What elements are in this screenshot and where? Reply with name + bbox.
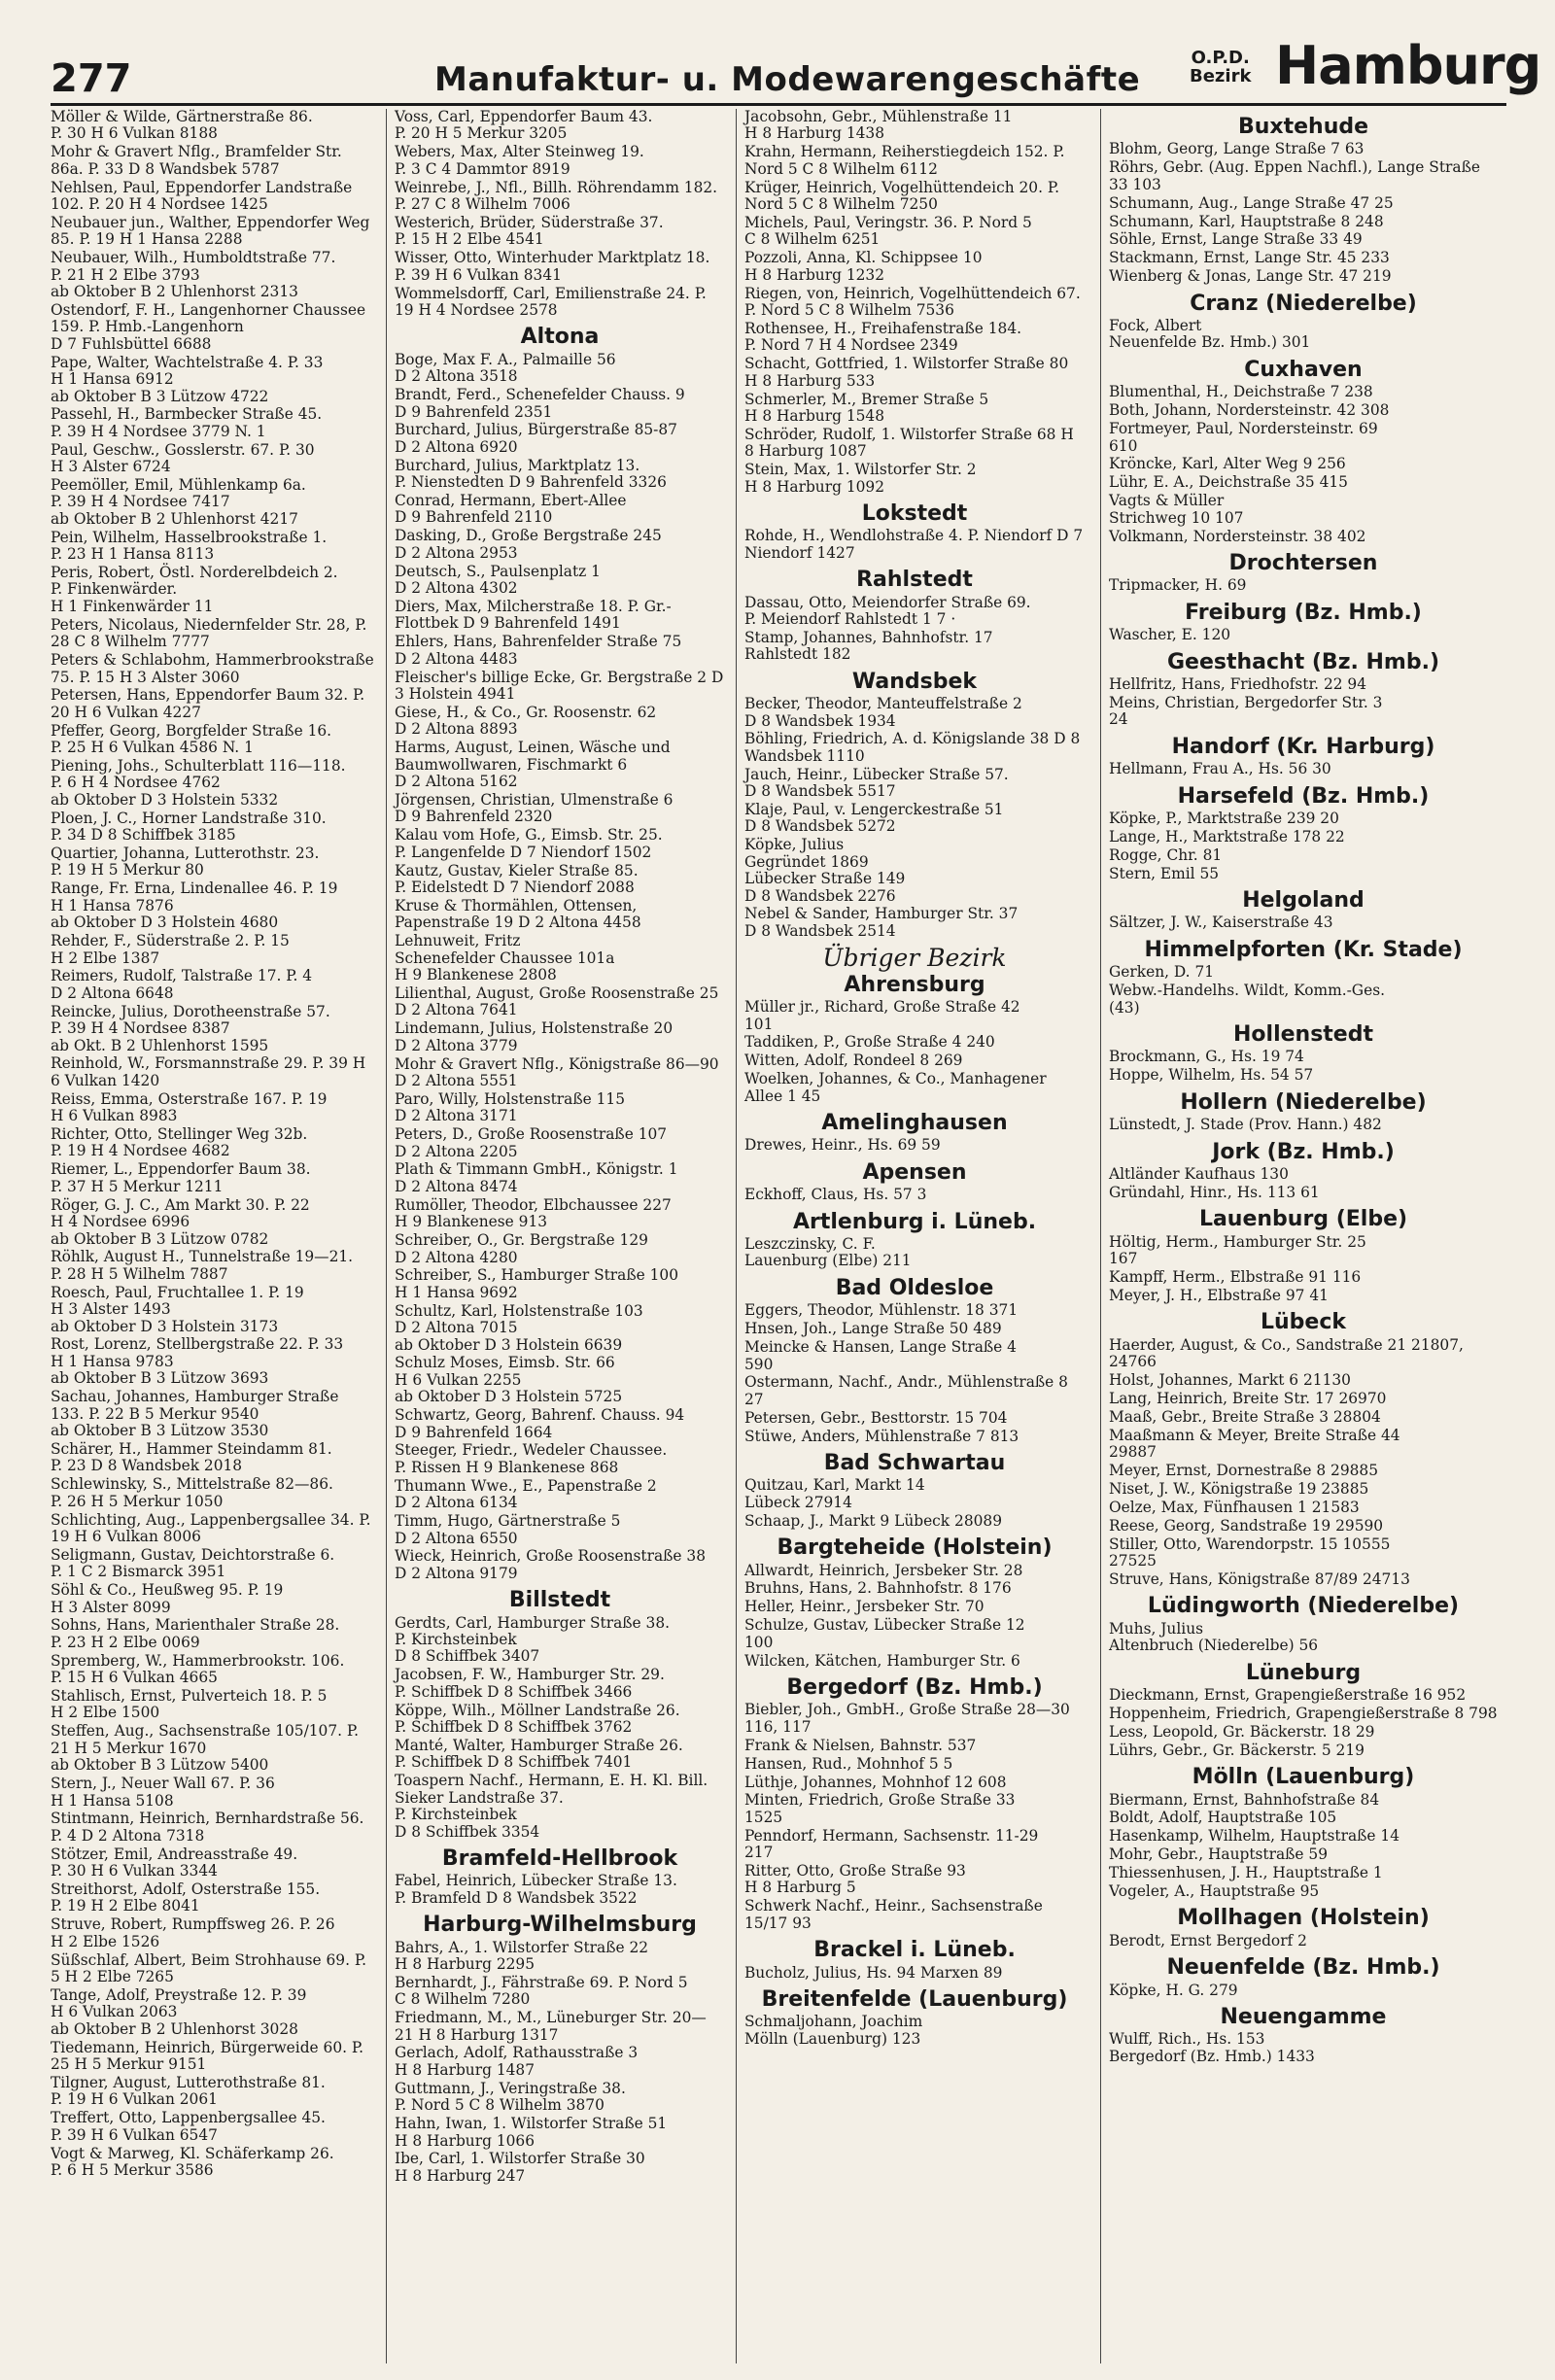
directory-entry: Söhle, Ernst, Lange Straße 33 49 [1109,230,1363,249]
directory-entry: Kautz, Gustav, Kieler Straße 85. P. Eidelstedt D 7 Niendorf 2088 [395,861,639,896]
directory-entry: Maaßmann & Meyer, Breite Straße 44 29887 [1109,1426,1400,1462]
directory-entry: Holst, Johannes, Markt 6 21130 [1109,1370,1351,1389]
directory-entry: Stein, Max, 1. Wilstorfer Str. 2 H 8 Harburg 1092 [744,461,977,496]
directory-entry: Reiss, Emma, Osterstraße 167. P. 19 H 6 Vulkan 8983 [51,1089,328,1125]
directory-entry: Süßschlaf, Albert, Beim Strohhause 69. P. 5 H 2 Elbe 7265 [51,1950,367,1986]
directory-entry: Seligmann, Gustav, Deichtorstraße 6. P. 1 C 2 Bismarck 3951 [51,1545,335,1581]
directory-entry: Struve, Robert, Rumpffsweg 26. P. 26 H 2 Elbe 1526 [51,1915,335,1950]
directory-entry: Michels, Paul, Veringstr. 36. P. Nord 5 C 8 Wilhelm 6251 [744,213,1032,249]
directory-entry: Schlichting, Aug., Lappenbergsallee 34. P. 19 H 6 Vulkan 8006 [51,1510,371,1545]
bezirk-text: Bezirk [1190,66,1252,86]
directory-entry: Heller, Heinr., Jersbeker Str. 70 [744,1598,985,1616]
district-heading: Apensen [862,1159,967,1185]
directory-entry: Meyer, J. H., Elbstraße 97 41 [1109,1286,1329,1304]
directory-entry: Burchard, Julius, Bürgerstraße 85-87 D 2 Altona 6920 [395,421,677,456]
directory-entry: Wieck, Heinrich, Große Roosenstraße 38 D 2 Altona 9179 [395,1547,706,1582]
directory-entry: Köpke, P., Marktstraße 239 20 [1109,809,1339,827]
directory-entry: Less, Leopold, Gr. Bäckerstr. 18 29 [1109,1722,1375,1741]
directory-entry: Hellmann, Frau A., Hs. 56 30 [1109,760,1331,778]
directory-entry: Frank & Nielsen, Bahnstr. 537 [744,1736,977,1754]
directory-entry: Lehnuweit, Fritz Schenefelder Chaussee 101a H 9 Blankenese 2808 [395,932,615,983]
directory-entry: Boge, Max F. A., Palmaille 56 D 2 Altona 3518 [395,350,616,386]
district-heading: Ahrensburg [844,972,985,997]
directory-entry: Lührs, Gebr., Gr. Bäckerstr. 5 219 [1109,1741,1365,1759]
directory-entry: Leszczinsky, C. F. Lauenburg (Elbe) 211 [744,1235,912,1270]
directory-entry: Gerken, D. 71 [1109,963,1215,982]
district-heading: Cuxhaven [1244,357,1363,382]
district-heading: Harburg-Wilhelmsburg [423,1913,697,1938]
directory-entry: Jacobsen, F. W., Hamburger Str. 29. P. Schiffbek D 8 Schiffbek 3466 [395,1666,665,1701]
district-heading: Bad Oldesloe [835,1275,994,1300]
district-heading: Bergedorf (Bz. Hmb.) [786,1675,1043,1700]
directory-entry: Biebler, Joh., GmbH., Große Straße 28—30 116, 117 [744,1701,1070,1736]
directory-entry: Röger, G. J. C., Am Markt 30. P. 22 H 4 Nordsee 6996 ab Oktober B 3 Lützow 0782 [51,1195,310,1248]
directory-entry: Struve, Hans, Königstraße 87/89 24713 [1109,1569,1410,1588]
directory-entry: Hahn, Iwan, 1. Wilstorfer Straße 51 H 8 Harburg 1066 [395,2115,668,2150]
directory-entry: Mohr & Gravert Nflg., Bramfelder Str. 86a. P. 33 D 8 Wandsbek 5787 [51,143,342,178]
directory-entry: Eckhoff, Claus, Hs. 57 3 [744,1186,927,1204]
directory-entry: Köpke, Julius Gegründet 1869 Lübecker Straße 149 D 8 Wandsbek 2276 [744,836,906,905]
district-heading: Himmelpforten (Kr. Stade) [1144,937,1463,962]
directory-entry: Kruse & Thormählen, Ottensen, Papenstraße 19 D 2 Altona 4458 [395,896,641,932]
directory-entry: Tiedemann, Heinrich, Bürgerweide 60. P. 25 H 5 Merkur 9151 [51,2038,364,2074]
directory-entry: Diers, Max, Milcherstraße 18. P. Gr.-Flottbek D 9 Bahrenfeld 1491 [395,597,672,633]
directory-entry: Timm, Hugo, Gärtnerstraße 5 D 2 Altona 6550 [395,1512,621,1547]
directory-entry: Meyer, Ernst, Dornestraße 8 29885 [1109,1462,1379,1479]
directory-entry: Steffen, Aug., Sachsenstraße 105/107. P. 21 H 5 Merkur 1670 ab Oktober B 3 Lützow 5400 [51,1722,360,1775]
opd-label [1190,49,1251,86]
directory-entry: Köppe, Wilh., Möllner Landstraße 26. P. Schiffbek D 8 Schiffbek 3762 [395,1701,680,1737]
directory-entry: Dasking, D., Große Bergstraße 245 D 2 Altona 2953 [395,527,662,562]
directory-entry: Thumann Wwe., E., Papenstraße 2 D 2 Altona 6134 [395,1476,657,1512]
directory-entry: Roesch, Paul, Fruchtallee 1. P. 19 H 3 Alster 1493 ab Oktober D 3 Holstein 3173 [51,1283,304,1335]
directory-entry: Ritter, Otto, Große Straße 93 H 8 Harburg 5 [744,1862,966,1897]
directory-entry: Wommelsdorff, Carl, Emilienstraße 24. P. 19 H 4 Nordsee 2578 [395,284,707,319]
directory-entry: Schaap, J., Markt 9 Lübeck 28089 [744,1511,1002,1530]
directory-entry: Minten, Friedrich, Große Straße 33 1525 [744,1791,1016,1826]
directory-entry: Deutsch, S., Paulsenplatz 1 D 2 Altona 4302 [395,562,601,598]
directory-entry: Stern, J., Neuer Wall 67. P. 36 H 1 Hansa 5108 [51,1775,275,1810]
directory-entry: Neubauer, Wilh., Humboldtstraße 77. P. 21 H 2 Elbe 3793 ab Oktober B 2 Uhlenhorst 2313 [51,249,336,301]
directory-entry: Fortmeyer, Paul, Nordersteinstr. 69 610 [1109,420,1378,455]
directory-entry: Taddiken, P., Große Straße 4 240 [744,1033,995,1052]
district-heading: Hollenstedt [1233,1021,1373,1047]
directory-entry: Höltig, Herm., Hamburger Str. 25 167 [1109,1232,1366,1268]
district-heading: Hollern (Niederelbe) [1180,1089,1427,1115]
district-heading: Mollhagen (Holstein) [1177,1906,1430,1931]
directory-entry: Becker, Theodor, Manteuffelstraße 2 D 8 Wandsbek 1934 [744,695,1022,730]
directory-entry: Petersen, Gebr., Besttorstr. 15 704 [744,1408,1008,1427]
district-heading: Helgoland [1242,888,1365,914]
directory-entry: Brockmann, G., Hs. 19 74 [1109,1048,1304,1066]
directory-entry: Pein, Wilhelm, Hasselbrookstraße 1. P. 23 H 1 Hansa 8113 [51,528,328,564]
directory-entry: Range, Fr. Erna, Lindenallee 46. P. 19 H 1 Hansa 7876 ab Oktober D 3 Holstein 4680 [51,880,338,932]
directory-entry: Boldt, Adolf, Hauptstraße 105 [1109,1809,1337,1827]
directory-entry: Mohr & Gravert Nflg., Königstraße 86—90 D 2 Altona 5551 [395,1054,719,1089]
directory-entry: Voss, Carl, Eppendorfer Baum 43. P. 20 H 5 Merkur 3205 [395,109,653,143]
directory-entry: Stahlisch, Ernst, Pulverteich 18. P. 5 H 2 Elbe 1500 [51,1687,328,1722]
directory-entry: Stötzer, Emil, Andreasstraße 49. P. 30 H 6 Vulkan 3344 [51,1845,298,1880]
directory-entry: Wascher, E. 120 [1109,626,1231,644]
directory-entry: Oelze, Max, Fünfhausen 1 21583 [1109,1498,1360,1516]
directory-entry: Schulz Moses, Eimsb. Str. 66 H 6 Vulkan 2255 ab Oktober D 3 Holstein 5725 [395,1354,623,1406]
directory-entry: Blumenthal, H., Deichstraße 7 238 [1109,383,1373,401]
directory-entry: Pape, Walter, Wachtelstraße 4. P. 33 H 1 Hansa 6912 ab Oktober B 3 Lützow 4722 [51,353,324,405]
directory-entry: Ibe, Carl, 1. Wilstorfer Straße 30 H 8 Harburg 247 [395,2150,645,2185]
directory-entry: Jauch, Heinr., Lübecker Straße 57. D 8 Wandsbek 5517 [744,765,1009,801]
directory-entry: Webw.-Handelhs. Wildt, Komm.-Ges. (43) [1109,982,1385,1017]
directory-entry: Röhlk, August H., Tunnelstraße 19—21. P. 28 H 5 Wilhelm 7887 [51,1248,354,1283]
directory-entry: Stackmann, Ernst, Lange Str. 45 233 [1109,249,1390,267]
district-heading: Breitenfelde (Lauenburg) [761,1987,1068,2012]
directory-entry: Wisser, Otto, Winterhuder Marktplatz 18. P. 39 H 6 Vulkan 8341 [395,249,710,284]
directory-entry: Schwerk Nachf., Heinr., Sachsenstraße 15/17 93 [744,1897,1043,1932]
directory-entry: Pozzoli, Anna, Kl. Schippsee 10 H 8 Harburg 1232 [744,249,983,284]
directory-entry: Hoppe, Wilhelm, Hs. 54 57 [1109,1066,1314,1085]
directory-entry: Eggers, Theodor, Mühlenstr. 18 371 [744,1301,1019,1320]
district-heading: Artlenburg i. Lüneb. [792,1209,1037,1234]
directory-entry: Burchard, Julius, Marktplatz 13. P. Nienstedten D 9 Bahrenfeld 3326 [395,456,667,492]
directory-entry: Tange, Adolf, Preystraße 12. P. 39 H 6 Vulkan 2063 ab Oktober B 2 Uhlenhorst 3028 [51,1985,307,2038]
directory-entry: Altländer Kaufhaus 130 [1109,1164,1289,1183]
directory-entry: Lindemann, Julius, Holstenstraße 20 D 2 Altona 3779 [395,1019,674,1054]
directory-entry: Weinrebe, J., Nfl., Billh. Röhrendamm 182. P. 27 C 8 Wilhelm 7006 [395,178,718,214]
directory-entry: Krahn, Hermann, Reiherstiegdeich 152. P. Nord 5 C 8 Wilhelm 6112 [744,143,1065,178]
directory-entry: Peris, Robert, Östl. Norderelbdeich 2. P. Finkenwärder. H 1 Finkenwärder 11 [51,564,338,615]
directory-entry: Sachau, Johannes, Hamburger Straße 133. P. 22 B 5 Merkur 9540 ab Oktober B 3 Lützow 3530 [51,1388,339,1439]
directory-entry: Bernhardt, J., Fährstraße 69. P. Nord 5 C 8 Wilhelm 7280 [395,1973,688,2009]
directory-entry: Bahrs, A., 1. Wilstorfer Straße 22 H 8 Harburg 2295 [395,1938,649,1973]
directory-entry: Schlewinsky, S., Mittelstraße 82—86. P. 26 H 5 Merkur 1050 [51,1475,333,1510]
directory-entry: Allwardt, Heinrich, Jersbeker Str. 28 [744,1561,1023,1579]
directory-entry: Stintmann, Heinrich, Bernhardstraße 56. P. 4 D 2 Altona 7318 [51,1810,364,1845]
district-heading: Amelinghausen [821,1111,1008,1136]
directory-entry: Spremberg, W., Hammerbrookstr. 106. P. 15 H 6 Vulkan 4665 [51,1651,345,1687]
directory-entry: Quitzau, Karl, Markt 14 Lübeck 27914 [744,1476,925,1511]
directory-entry: Passehl, H., Barmbecker Straße 45. P. 39 H 4 Nordsee 3779 N. 1 [51,405,323,440]
district-heading: Lübeck [1260,1310,1347,1335]
directory-entry: Peters & Schlabohm, Hammerbrookstraße 75. P. 15 H 3 Alster 3060 [51,651,374,686]
directory-entry: Jörgensen, Christian, Ulmenstraße 6 D 9 Bahrenfeld 2320 [395,790,674,826]
directory-entry: Hansen, Rud., Mohnhof 5 5 [744,1754,953,1773]
directory-entry: Petersen, Hans, Eppendorfer Baum 32. P. 20 H 6 Vulkan 4227 [51,686,365,721]
directory-entry: Muhs, Julius Altenbruch (Niederelbe) 56 [1109,1619,1319,1655]
directory-entry: Klaje, Paul, v. Lengerckestraße 51 D 8 Wandsbek 5272 [744,801,1004,836]
district-heading: Lüneburg [1245,1660,1362,1685]
directory-entry: Müller jr., Richard, Große Straße 42 101 [744,998,1020,1033]
directory-entry: Tripmacker, H. 69 [1109,576,1247,595]
directory-entry: Woelken, Johannes, & Co., Manhagener Allee 1 45 [744,1070,1047,1105]
directory-entry: Reincke, Julius, Dorotheenstraße 57. P. 39 H 4 Nordsee 8387 ab Okt. B 2 Uhlenhorst 1595 [51,1002,330,1054]
directory-entry: Rothensee, H., Freihafenstraße 184. P. Nord 7 H 4 Nordsee 2349 [744,319,1022,355]
directory-entry: Nebel & Sander, Hamburger Str. 37 D 8 Wandsbek 2514 [744,905,1019,940]
directory-entry: Wilcken, Kätchen, Hamburger Str. 6 [744,1651,1020,1670]
directory-entry: Steeger, Friedr., Wedeler Chaussee. P. Rissen H 9 Blankenese 868 [395,1441,668,1476]
directory-entry: Niset, J. W., Königstraße 19 23885 [1109,1479,1369,1498]
directory-entry: Westerich, Brüder, Süderstraße 37. P. 15 H 2 Elbe 4541 [395,213,664,249]
directory-entry: Tilgner, August, Lutterothstraße 81. P. 19 H 6 Vulkan 2061 [51,2074,326,2109]
directory-entry: Fock, Albert Neuenfelde Bz. Hmb.) 301 [1109,317,1311,352]
directory-entry: Schacht, Gottfried, 1. Wilstorfer Straße 80 H 8 Harburg 533 [744,355,1069,390]
directory-entry: Reimers, Rudolf, Talstraße 17. P. 4 D 2 Altona 6648 [51,967,313,1002]
directory-entry: Mohr, Gebr., Hauptstraße 59 [1109,1845,1329,1864]
directory-entry: Schumann, Aug., Lange Straße 47 25 [1109,193,1394,212]
directory-entry: Manté, Walter, Hamburger Straße 26. P. Schiffbek D 8 Schiffbek 7401 [395,1736,683,1772]
directory-entry: Gerdts, Carl, Hamburger Straße 38. P. Kirchsteinbek D 8 Schiffbek 3407 [395,1613,671,1666]
page-number: 277 [51,56,132,101]
district-heading: Freiburg (Bz. Hmb.) [1185,600,1422,625]
directory-entry: Ploen, J. C., Horner Landstraße 310. P. 34 D 8 Schiffbek 3185 [51,809,327,845]
directory-entry: Treffert, Otto, Lappenbergsallee 45. P. 39 H 6 Vulkan 6547 [51,2109,326,2144]
directory-entry: Wulff, Rich., Hs. 153 Bergedorf (Bz. Hmb.) 1433 [1109,2030,1315,2065]
columns-container [51,109,1508,2363]
directory-entry: Schumann, Karl, Hauptstraße 8 248 [1109,212,1384,230]
directory-entry: Peters, D., Große Roosenstraße 107 D 2 Altona 2205 [395,1125,668,1160]
district-heading: Harsefeld (Bz. Hmb.) [1177,783,1430,809]
directory-entry: Vagts & Müller Strichweg 10 107 [1109,492,1244,527]
directory-entry: Gründahl, Hinr., Hs. 113 61 [1109,1183,1320,1201]
directory-entry: Rogge, Chr. 81 [1109,845,1223,864]
directory-entry: Peters, Nicolaus, Niedernfelder Str. 28, P. 28 C 8 Wilhelm 7777 [51,615,367,651]
directory-entry: Sältzer, J. W., Kaiserstraße 43 [1109,914,1333,932]
directory-entry: Hoppenheim, Friedrich, Grapengießerstraße 8 798 [1109,1704,1498,1722]
directory-entry: Thiessenhusen, J. H., Hauptstraße 1 [1109,1864,1383,1882]
district-heading: Übriger Bezirk [822,944,1007,973]
directory-entry: Lilienthal, August, Große Roosenstraße 25 D 2 Altona 7641 [395,983,719,1019]
directory-entry: Hellfritz, Hans, Friedhofstr. 22 94 [1109,674,1367,693]
district-heading: Geesthacht (Bz. Hmb.) [1166,649,1440,674]
directory-entry: Rost, Lorenz, Stellbergstraße 22. P. 33 H 1 Hansa 9783 ab Oktober B 3 Lützow 3693 [51,1335,344,1388]
directory-entry: Kampff, Herm., Elbstraße 91 116 [1109,1267,1362,1286]
directory-entry: Schreiber, O., Gr. Bergstraße 129 D 2 Altona 4280 [395,1231,648,1266]
city-heading: Hamburg [1275,35,1541,96]
directory-entry: Ostendorf, F. H., Langenhorner Chaussee 159. P. Hmb.-Langenhorn D 7 Fuhlsbüttel 6688 [51,300,366,353]
directory-entry: Hnsen, Joh., Lange Straße 50 489 [744,1320,1002,1338]
directory-entry: Stern, Emil 55 [1109,864,1220,882]
district-heading: Cranz (Niederelbe) [1190,291,1417,316]
directory-entry: Paro, Willy, Holstenstraße 115 D 2 Altona 3171 [395,1089,625,1125]
directory-entry: Pfeffer, Georg, Borgfelder Straße 16. P. 25 H 6 Vulkan 4586 N. 1 [51,721,332,757]
directory-entry: Streithorst, Adolf, Osterstraße 155. P. 19 H 2 Elbe 8041 [51,1880,321,1915]
directory-entry: Schulze, Gustav, Lübecker Straße 12 100 [744,1616,1025,1651]
directory-entry: Fabel, Heinrich, Lübecker Straße 13. P. Bramfeld D 8 Wandsbek 3522 [395,1872,677,1907]
directory-entry: Penndorf, Hermann, Sachsenstr. 11-29 217 [744,1826,1039,1862]
directory-entry: Wienberg & Jonas, Lange Str. 47 219 [1109,267,1392,286]
directory-entry: Meins, Christian, Bergedorfer Str. 3 24 [1109,693,1383,729]
directory-entry: Schwartz, Georg, Bahrenf. Chauss. 94 D 9 Bahrenfeld 1664 [395,1406,685,1441]
directory-entry: Harms, August, Leinen, Wäsche und Baumwollwaren, Fischmarkt 6 D 2 Altona 5162 [395,739,671,791]
directory-entry: Schmerler, M., Bremer Straße 5 H 8 Harburg 1548 [744,390,989,425]
directory-entry: Riegen, von, Heinrich, Vogelhüttendeich 67. P. Nord 5 C 8 Wilhelm 7536 [744,284,1081,319]
directory-entry: Guttmann, J., Veringstraße 38. P. Nord 5 C 8 Wilhelm 3870 [395,2079,626,2115]
directory-entry: Volkmann, Nordersteinstr. 38 402 [1109,527,1366,545]
directory-entry: Riemer, L., Eppendorfer Baum 38. P. 37 H 5 Merkur 1211 [51,1160,311,1195]
district-heading: Billstedt [508,1588,611,1613]
directory-entry: Dassau, Otto, Meiendorfer Straße 69. P. Meiendorf Rahlstedt 1 7 · [744,593,1031,628]
directory-entry: Stiller, Otto, Warendorpstr. 15 10555 27525 [1109,1535,1391,1570]
directory-entry: Rehder, F., Süderstraße 2. P. 15 H 2 Elbe 1387 [51,932,290,967]
directory-entry: Vogt & Marweg, Kl. Schäferkamp 26. P. 6 H 5 Merkur 3586 [51,2144,334,2180]
directory-entry: Dieckmann, Ernst, Grapengießerstraße 16 952 [1109,1685,1467,1704]
directory-entry: Lang, Heinrich, Breite Str. 17 26970 [1109,1389,1387,1407]
directory-entry: Söhl & Co., Heußweg 95. P. 19 H 3 Alster 8099 [51,1581,284,1616]
directory-entry: Drewes, Heinr., Hs. 69 59 [744,1136,941,1155]
directory-entry: Quartier, Johanna, Lutterothstr. 23. P. 19 H 5 Merkur 80 [51,845,320,880]
directory-entry: Gerlach, Adolf, Rathausstraße 3 H 8 Harburg 1487 [395,2044,639,2079]
directory-entry: Krüger, Heinrich, Vogelhüttendeich 20. P. Nord 5 C 8 Wilhelm 7250 [744,178,1060,214]
directory-entry: Witten, Adolf, Rondeel 8 269 [744,1052,963,1070]
directory-entry: Neubauer jun., Walther, Eppendorfer Weg 85. P. 19 H 1 Hansa 2288 [51,213,370,249]
directory-entry: Lange, H., Marktstraße 178 22 [1109,827,1345,845]
district-heading: Lokstedt [861,500,968,526]
directory-entry: Bucholz, Julius, Hs. 94 Marxen 89 [744,1963,1003,1982]
directory-entry: Rohde, H., Wendlohstraße 4. P. Niendorf D 7 Niendorf 1427 [744,527,1084,562]
directory-entry: Berodt, Ernst Bergedorf 2 [1109,1931,1307,1949]
directory-entry: Ostermann, Nachf., Andr., Mühlenstraße 8 27 [744,1373,1068,1408]
directory-entry: Plath & Timmann GmbH., Königstr. 1 D 2 Altona 8474 [395,1160,678,1195]
district-heading: Mölln (Lauenburg) [1192,1765,1415,1790]
directory-entry: Paul, Geschw., Gosslerstr. 67. P. 30 H 3 Alster 6724 [51,440,315,476]
directory-entry: Maaß, Gebr., Breite Straße 3 28804 [1109,1407,1381,1426]
column-4 [1100,109,1498,2363]
directory-entry: Conrad, Hermann, Ebert-Allee D 9 Bahrenfeld 2110 [395,492,627,527]
opd-text: O.P.D. [1191,48,1250,68]
directory-entry: Meincke & Hansen, Lange Straße 4 590 [744,1338,1017,1373]
column-1 [51,109,376,2363]
district-heading: Rahlstedt [856,568,973,593]
district-heading: Bramfeld-Hellbrook [441,1845,678,1871]
directory-entry: Stamp, Johannes, Bahnhofstr. 17 Rahlstedt 182 [744,628,993,664]
directory-entry: Giese, H., & Co., Gr. Roosenstr. 62 D 2 Altona 8893 [395,703,657,739]
directory-entry: Nehlsen, Paul, Eppendorfer Landstraße 102. P. 20 H 4 Nordsee 1425 [51,178,353,214]
directory-entry: Jacobsohn, Gebr., Mühlenstraße 11 H 8 Harburg 1438 [744,109,1013,143]
directory-entry: Reese, Georg, Sandstraße 19 29590 [1109,1516,1384,1535]
directory-entry: Schmaljohann, Joachim Mölln (Lauenburg) 123 [744,2013,923,2048]
district-heading: Altona [520,325,600,350]
directory-entry: Schröder, Rudolf, 1. Wilstorfer Straße 68 H 8 Harburg 1087 [744,425,1074,461]
directory-entry: Schärer, H., Hammer Steindamm 81. P. 23 D 8 Wandsbek 2018 [51,1439,332,1475]
directory-entry: Bruhns, Hans, 2. Bahnhofstr. 8 176 [744,1579,1012,1598]
page-header [51,27,1541,106]
directory-entry: Webers, Max, Alter Steinweg 19. P. 3 C 4 Dammtor 8919 [395,143,644,178]
directory-entry: Köpke, H. G. 279 [1109,1981,1238,1999]
directory-entry: Schultz, Karl, Holstenstraße 103 D 2 Altona 7015 ab Oktober D 3 Holstein 6639 [395,1301,643,1354]
page-title: Manufaktur- u. Modewarengeschäfte [434,60,1141,99]
directory-entry: Sohns, Hans, Marienthaler Straße 28. P. 23 H 2 Elbe 0069 [51,1616,340,1651]
directory-entry: Peemöller, Emil, Mühlenkamp 6a. P. 39 H 4 Nordsee 7417 ab Oktober B 2 Uhlenhorst 4217 [51,476,306,528]
district-heading: Handorf (Kr. Harburg) [1171,734,1435,759]
directory-entry: Lühr, E. A., Deichstraße 35 415 [1109,473,1348,492]
directory-entry: Lüthje, Johannes, Mohnhof 12 608 [744,1773,1007,1791]
column-2 [386,109,725,2363]
column-3 [736,109,1085,2363]
directory-entry: Kalau vom Hofe, G., Eimsb. Str. 25. P. Langenfelde D 7 Niendorf 1502 [395,826,663,861]
directory-entry: Blohm, Georg, Lange Straße 7 63 [1109,140,1365,158]
district-heading: Neuengamme [1220,2005,1387,2030]
directory-entry: Fleischer's billige Ecke, Gr. Bergstraße 2 D 3 Holstein 4941 [395,668,724,703]
district-heading: Brackel i. Lüneb. [813,1938,1016,1963]
directory-entry: Haerder, August, & Co., Sandstraße 21 21807, 24766 [1109,1335,1464,1371]
directory-entry: Toaspern Nachf., Hermann, E. H. Kl. Bill. Sieker Landstraße 37. P. Kirchsteinbek D 8 Schiffbek 3354 [395,1772,708,1841]
directory-entry: Piening, Johs., Schulterblatt 116—118. P. 6 H 4 Nordsee 4762 ab Oktober D 3 Holstein 5332 [51,757,346,809]
district-heading: Lauenburg (Elbe) [1198,1207,1408,1232]
district-heading: Neuenfelde (Bz. Hmb.) [1166,1955,1440,1981]
directory-entry: Brandt, Ferd., Schenefelder Chauss. 9 D 9 Bahrenfeld 2351 [395,386,685,421]
district-heading: Buxtehude [1237,115,1369,139]
directory-entry: Both, Johann, Nordersteinstr. 42 308 [1109,401,1390,420]
directory-entry: Ehlers, Hans, Bahrenfelder Straße 75 D 2 Altona 4483 [395,633,682,668]
district-heading: Bargteheide (Holstein) [777,1535,1053,1561]
directory-entry: Stüwe, Anders, Mühlenstraße 7 813 [744,1427,1019,1445]
directory-entry: Lünstedt, J. Stade (Prov. Hann.) 482 [1109,1116,1382,1134]
directory-entry: Biermann, Ernst, Bahnhofstraße 84 [1109,1790,1380,1809]
district-heading: Jork (Bz. Hmb.) [1212,1139,1395,1164]
district-heading: Lüdingworth (Niederelbe) [1147,1594,1460,1619]
directory-entry: Böhling, Friedrich, A. d. Königslande 38 D 8 Wandsbek 1110 [744,730,1081,765]
directory-entry: Möller & Wilde, Gärtnerstraße 86. P. 30 H 6 Vulkan 8188 [51,109,313,143]
district-heading: Bad Schwartau [823,1451,1006,1476]
directory-entry: Reinhold, W., Forsmannstraße 29. P. 39 H 6 Vulkan 1420 [51,1054,366,1089]
directory-entry: Vogeler, A., Hauptstraße 95 [1109,1882,1320,1901]
directory-entry: Kröncke, Karl, Alter Weg 9 256 [1109,455,1346,473]
directory-entry: Friedmann, M., M., Lüneburger Str. 20—21 H 8 Harburg 1317 [395,2009,707,2044]
directory-entry: Hasenkamp, Wilhelm, Hauptstraße 14 [1109,1827,1400,1845]
directory-entry: Röhrs, Gebr. (Aug. Eppen Nachfl.), Lange Straße 33 103 [1109,158,1480,193]
directory-entry: Richter, Otto, Stellinger Weg 32b. P. 19 H 4 Nordsee 4682 [51,1125,308,1160]
directory-entry: Schreiber, S., Hamburger Straße 100 H 1 Hansa 9692 [395,1266,678,1301]
district-heading: Drochtersen [1228,550,1378,575]
district-heading: Wandsbek [851,669,978,694]
directory-entry: Rumöller, Theodor, Elbchaussee 227 H 9 Blankenese 913 [395,1195,672,1231]
